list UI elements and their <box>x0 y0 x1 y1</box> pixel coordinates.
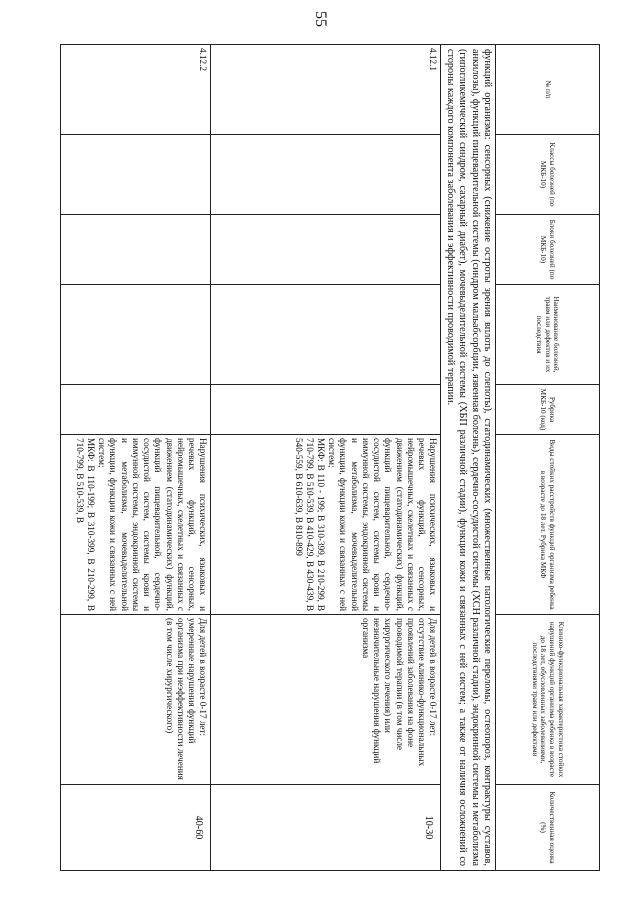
span-text: функций организма: сенсорных (снижение остроты зрения вплоть до слепоты), статодинамических (множественные патологические переломы, остеопороз, контрактуры суставов, анкилозы), функций пищеварительной системы (синдром мальабсорбции, язвенная болезнь), сердечно-сосудистой системы (ХСН различной стадии), эндокринной системы и метаболизма (гипогликемический синдром, сахарный диабет), мочевыделительной системы (ХБП различной стадии), функции кожи и связанных с ней систем; а также от наличия осложнений со стороны каждого компонента заболевания и эффективности проводимой терапии. <box>441 45 496 871</box>
row-percent: 10-30 <box>211 785 441 871</box>
header-criteria: Клинико-функциональная характеристика стойких нарушений функций организма ребенка в возрасте до 18 лет, обусловленных заболеваниями, последствиями травм или дефектами <box>496 615 600 785</box>
disability-criteria-table <box>60 44 600 871</box>
span-row <box>441 45 496 871</box>
row-description: Нарушения психических, языковых и речевых функций, сенсорных, нейромышечных, скелетных и связанных с движением (статодинамических) функций, функций пищеварительной, сердечно-сосудистой систем, системы крови и иммунной системы, эндокринной системы и метаболизма, мочевыделительной функции, функции кожи и связанных с ней систем; МКФ: В 110 - 199; В 310-399, В 210-299, В 710-799, В 510-539, В 410-429, В 430-439, В 540-559, В 610-639, В 810-899 <box>211 435 441 615</box>
header-classes: Классы болезней (по МКБ-10) <box>496 135 600 215</box>
row-classes <box>61 135 211 215</box>
row-disease <box>211 285 441 385</box>
header-quant: Количественная оценка (%) <box>496 785 600 871</box>
header-types: Виды стойких расстройств функций организма ребенка в возрасте до 18 лет. Рубрика МКФ <box>496 435 600 615</box>
header-rubric: Рубрика МКБ-10 (код) <box>496 385 600 435</box>
row-percent: 40-60 <box>61 785 211 871</box>
row-criteria: Для детей в возрасте 0-17 лет: умеренные нарушения функций организма при неэффективности лечения (в том числе хирургического) <box>61 615 211 785</box>
row-rubric <box>61 385 211 435</box>
row-classes <box>211 135 441 215</box>
header-row <box>496 45 600 871</box>
header-num: № п/п <box>496 45 600 135</box>
row-disease <box>61 285 211 385</box>
rotated-table-container <box>74 44 600 870</box>
header-disease: Наименование болезней, травм или дефектов и их последствия <box>496 285 600 385</box>
header-blocks: Блоки болезней (по МКБ-10) <box>496 215 600 285</box>
row-num: 4.12.1 <box>211 45 441 135</box>
row-blocks <box>211 215 441 285</box>
row-num: 4.12.2 <box>61 45 211 135</box>
page-number: 55 <box>312 11 329 27</box>
row-criteria: Для детей в возрасте 0-17 лет: отсутствие клинико-функциональных проявлений заболевания на фоне проводимой терапии (в том числе хирургического лечения) или незначительные нарушения функций организма <box>211 615 441 785</box>
row-description: Нарушения психических, языковых и речевых функций, сенсорных, нейромышечных, скелетных и связанных с движением (статодинамических) функций, функций пищеварительной, сердечно-сосудистой систем, системы крови и иммунной системы, эндокринной системы и метаболизма, мочевыделительной функции, функции кожи и связанных с ней систем; МКФ: В 110-199; В 310-399, В 210-299, В 710-799, В 510-539, В <box>61 435 211 615</box>
row-rubric <box>211 385 441 435</box>
row-blocks <box>61 215 211 285</box>
table-row <box>211 45 441 871</box>
table-row <box>61 45 211 871</box>
